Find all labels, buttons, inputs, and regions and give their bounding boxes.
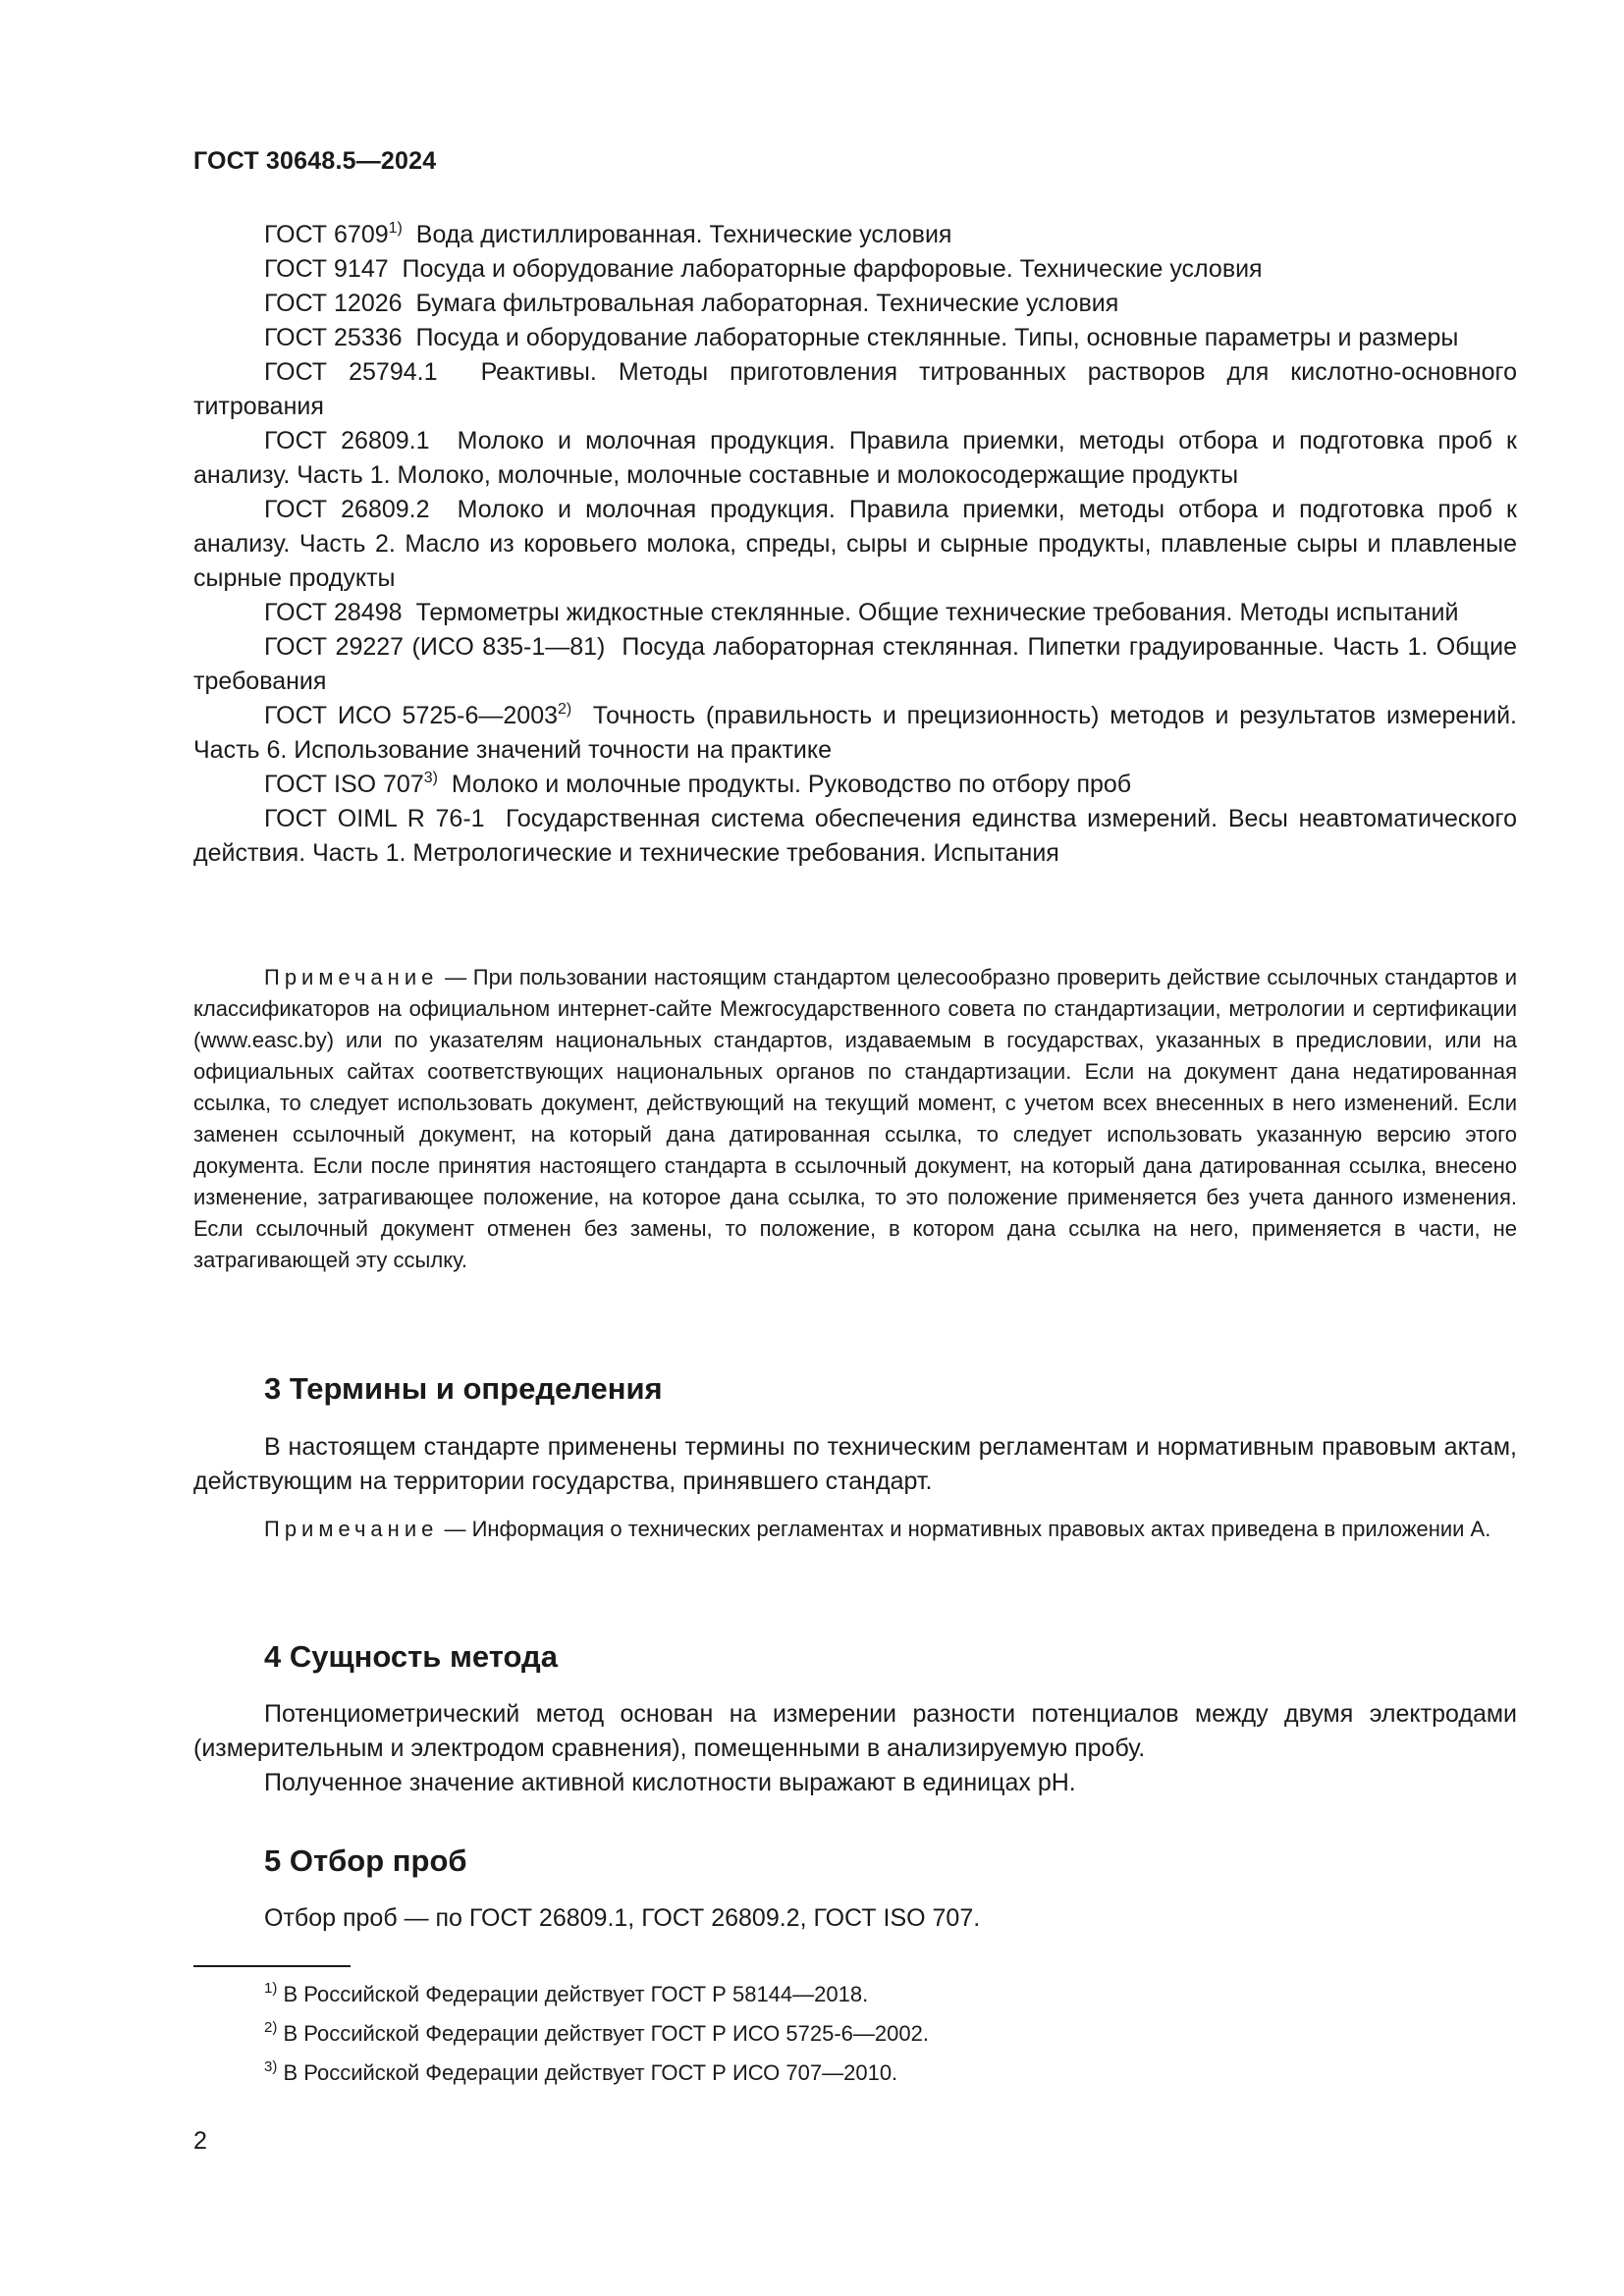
reference-item [193,218,1517,252]
footnote-text: В Российской Федерации действует ГОСТ Р ИСО 707—2010. [283,2060,898,2085]
footnote-separator [193,1965,351,1967]
reference-title: Государственная система обеспечения единства измерений. Весы неавтоматического действия. Часть 1. Метрологические и технические требования. Испытания [193,805,1517,867]
reference-item [193,321,1517,355]
reference-item [193,287,1517,321]
section-3-note [193,1514,1517,1545]
reference-title: Посуда лабораторная стеклянная. Пипетки градуированные. Часть 1. Общие требования [193,633,1517,695]
reference-item [193,355,1517,424]
reference-item [193,493,1517,596]
section-5-paragraph: Отбор проб — по ГОСТ 26809.1, ГОСТ 26809.2, ГОСТ ISO 707. [264,1904,981,1932]
reference-code: ГОСТ 25336 [264,324,403,351]
reference-code: ГОСТ 26809.1 [264,427,430,454]
reference-item [193,424,1517,493]
note-label: Примечание [264,965,439,989]
reference-title: Молоко и молочная продукция. Правила приемки, методы отбора и подготовка проб к анализу. Часть 2. Масло из коровьего молока, спреды, сыры и сырные продукты, плавленые сыры и плавленые сырные продукты [193,496,1517,592]
reference-title: Реактивы. Методы приготовления титрованных растворов для кислотно-основного титрования [193,358,1517,420]
reference-code: ГОСТ OIML R 76-1 [264,805,485,832]
reference-item [193,699,1517,768]
note-label: Примечание [264,1517,439,1541]
footnote [264,1975,929,2014]
footnote [264,2054,929,2093]
references-note [193,962,1517,1276]
footnote-mark: 2) [264,2018,278,2036]
footnotes [264,1975,929,2093]
note-text: — При пользовании настоящим стандартом целесообразно проверить действие ссылочных стандартов и классификаторов на официальном интернет-сайте Межгосударственного совета по стандартизации, метрологии и сертификации (www.easc.by) или по указателям национальных стандартов, издаваемым в государствах, указанных в предисловии, или на официальных сайтах соответствующих национальных органов по стандартизации. Если на документ дана недатированная ссылка, то следует использовать документ, действующий на текущий момент, с учетом всех внесенных в него изменений. Если заменен ссылочный документ, на который дана датированная ссылка, то следует использовать указанную версию этого документа. Если после принятия настоящего стандарта в ссылочный документ, на который дана датированная ссылка, внесено изменение, затрагивающее положение, на которое дана ссылка, то это положение применяется без учета данного изменения. Если ссылочный документ отменен без замены, то положение, в котором дана ссылка на него, применяется в части, не затрагивающей эту ссылку. [193,965,1517,1272]
footnote-mark: 1) [264,1979,278,1997]
reference-code: ГОСТ 29227 (ИСО 835-1—81) [264,633,606,661]
reference-item [193,802,1517,871]
footnote [264,2014,929,2054]
page-number: 2 [193,2127,207,2155]
section-4-paragraph: Полученное значение активной кислотности выражают в единицах pH. [264,1769,1076,1796]
reference-title: Посуда и оборудование лабораторные стеклянные. Типы, основные параметры и размеры [415,324,1459,351]
section-5-body [193,1901,1517,1936]
footnote-mark: 3) [423,769,438,786]
reference-title: Молоко и молочные продукты. Руководство по отбору проб [451,771,1132,798]
reference-title: Точность (правильность и прецизионность) методов и результатов измерений. Часть 6. Использование значений точности на практике [193,702,1517,764]
reference-title: Молоко и молочная продукция. Правила приемки, методы отбора и подготовка проб к анализу. Часть 1. Молоко, молочные, молочные составные и молокосодержащие продукты [193,427,1517,489]
section-5-heading: 5 Отбор проб [264,1843,467,1878]
section-3-paragraph: В настоящем стандарте применены термины по техническим регламентам и нормативным правовым актам, действующим на территории государства, принявшего стандарт. [193,1433,1517,1495]
section-4-paragraph: Потенциометрический метод основан на измерении разности потенциалов между двумя электродами (измерительным и электродом сравнения), помещенными в анализируемую пробу. [193,1700,1517,1762]
reference-code: ГОСТ 26809.2 [264,496,430,523]
reference-item [193,630,1517,699]
section-3-heading: 3 Термины и определения [264,1371,663,1406]
note-text: — Информация о технических регламентах и нормативных правовых актах приведена в приложении А. [444,1517,1491,1541]
reference-code: ГОСТ 28498 [264,599,403,626]
reference-item [193,768,1517,802]
document-header: ГОСТ 30648.5—2024 [193,147,437,175]
section-4-heading: 4 Сущность метода [264,1639,558,1674]
section-3-body [193,1430,1517,1499]
footnote-text: В Российской Федерации действует ГОСТ Р ИСО 5725-6—2002. [283,2021,929,2046]
footnote-text: В Российской Федерации действует ГОСТ Р 58144—2018. [283,1982,869,2006]
reference-title: Посуда и оборудование лабораторные фарфоровые. Технические условия [402,255,1263,283]
reference-title: Бумага фильтровальная лабораторная. Технические условия [415,290,1119,317]
footnote-mark: 1) [388,219,403,237]
footnote-mark: 2) [558,700,572,718]
reference-code: ГОСТ ISO 707 [264,771,424,798]
reference-title: Термометры жидкостные стеклянные. Общие технические требования. Методы испытаний [415,599,1459,626]
section-4-body [193,1697,1517,1800]
reference-title: Вода дистиллированная. Технические условия [415,221,952,248]
reference-code: ГОСТ 9147 [264,255,389,283]
reference-item [193,596,1517,630]
reference-code: ГОСТ 25794.1 [264,358,438,386]
normative-references-list [193,218,1517,871]
reference-item [193,252,1517,287]
footnote-mark: 3) [264,2057,278,2075]
reference-code: ГОСТ 6709 [264,221,389,248]
reference-code: ГОСТ 12026 [264,290,403,317]
reference-code: ГОСТ ИСО 5725-6—2003 [264,702,558,729]
